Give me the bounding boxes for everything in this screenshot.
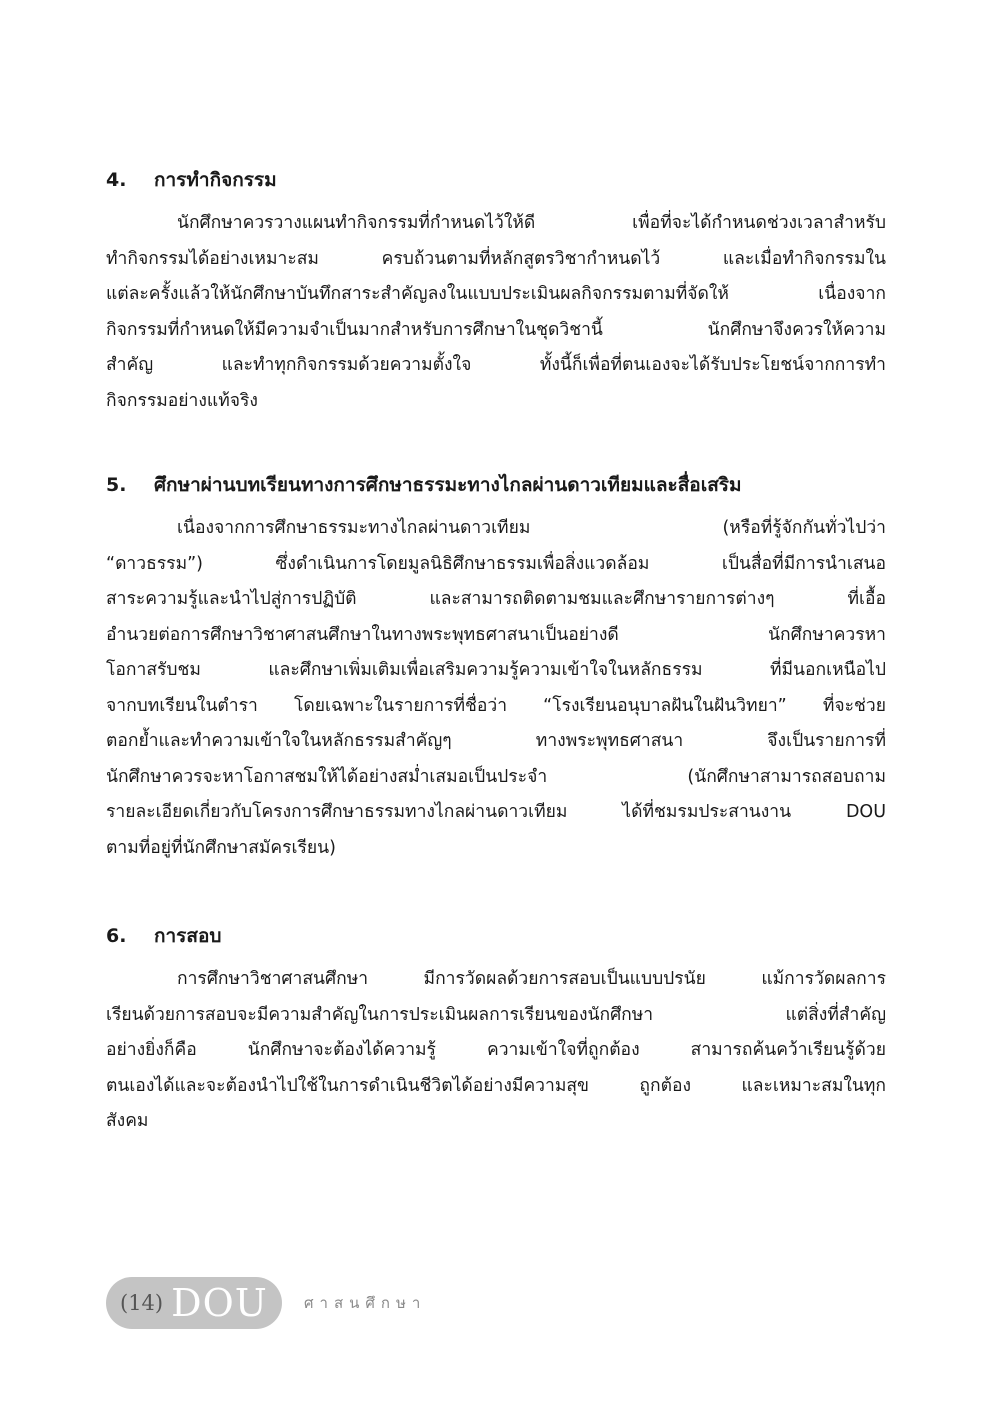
paragraph-line: แต่ละครั้งแล้วให้นักศึกษาบันทึกสาระสำคัญลงในแบบประเมินผลกิจกรรมตามที่จัดให้ เนื่องจาก [106,284,886,304]
section-distance-learning [106,473,886,866]
footer-badge [106,1277,282,1329]
brand-logo: DOU [171,1281,268,1325]
paragraph-line: นักศึกษาควรจะหาโอกาสชมให้ได้อย่างสม่ำเสมอเป็นประจำ (นักศึกษาสามารถสอบถาม [106,766,886,787]
section-paragraph [106,962,886,1140]
section-activities [106,168,886,419]
page-number: (14) [120,1291,164,1315]
paragraph-line: ตอกย้ำและทำความเข้าใจในหลักธรรมสำคัญๆ ทางพระพุทธศาสนา จึงเป็นรายการที่ [106,731,886,751]
paragraph-line: กิจกรรมอย่างแท้จริง [106,390,258,411]
paragraph-line: ตนเองได้และจะต้องนำไปใช้ในการดำเนินชีวิตได้อย่างมีความสุข ถูกต้อง และเหมาะสมในทุก [106,1075,886,1096]
section-title: การทำกิจกรรม [154,169,277,191]
paragraph-line: สำคัญ และทำทุกกิจกรรมด้วยความตั้งใจ ทั้งนี้ก็เพื่อที่ตนเองจะได้รับประโยชน์จากการทำ [106,355,886,375]
section-heading [106,924,886,948]
paragraph-line: รายละเอียดเกี่ยวกับโครงการศึกษาธรรมทางไกลผ่านดาวเทียม ได้ที่ชมรมประสานงาน DOU [106,802,886,822]
paragraph-line: สังคม [106,1111,149,1131]
section-title: ศึกษาผ่านบทเรียนทางการศึกษาธรรมะทางไกลผ่านดาวเทียมและสื่อเสริม [154,474,742,496]
course-name: ศาสนศึกษา [304,1294,427,1312]
paragraph-line: ทำกิจกรรมได้อย่างเหมาะสม ครบถ้วนตามที่หลักสูตรวิชากำหนดไว้ และเมื่อทำกิจกรรมใน [106,248,886,269]
paragraph-line: การศึกษาวิชาศาสนศึกษา มีการวัดผลด้วยการสอบเป็นแบบปรนัย แม้การวัดผลการ [177,969,886,989]
paragraph-line: สาระความรู้และนำไปสู่การปฏิบัติ และสามารถติดตามชมและศึกษารายการต่างๆ ที่เอื้อ [106,589,886,609]
paragraph-line: นักศึกษาควรวางแผนทำกิจกรรมที่กำหนดไว้ให้ดี เพื่อที่จะได้กำหนดช่วงเวลาสำหรับ [177,213,886,233]
section-paragraph [106,206,886,419]
section-heading [106,168,886,192]
section-heading [106,473,886,497]
paragraph-line: “ดาวธรรม”) ซึ่งดำเนินการโดยมูลนิธิศึกษาธรรมเพื่อสิ่งแวดล้อม เป็นสื่อที่มีการนำเสนอ [106,553,886,574]
section-paragraph [106,511,886,866]
paragraph-line: เนื่องจากการศึกษาธรรมะทางไกลผ่านดาวเทียม (หรือที่รู้จักกันทั่วไปว่า [177,518,886,538]
page-footer [106,1277,426,1329]
section-number: 4. [106,169,127,191]
section-number: 5. [106,474,127,496]
paragraph-line: ตามที่อยู่ที่นักศึกษาสมัครเรียน) [106,837,336,858]
paragraph-line: จากบทเรียนในตำรา โดยเฉพาะในรายการที่ชื่อว่า “โรงเรียนอนุบาลฝันในฝันวิทยา” ที่จะช่วย [106,695,886,716]
paragraph-line: โอกาสรับชม และศึกษาเพิ่มเติมเพื่อเสริมความรู้ความเข้าใจในหลักธรรม ที่มีนอกเหนือไป [106,660,886,680]
paragraph-line: เรียนด้วยการสอบจะมีความสำคัญในการประเมินผลการเรียนของนักศึกษา แต่สิ่งที่สำคัญ [106,1004,886,1025]
paragraph-line: กิจกรรมที่กำหนดให้มีความจำเป็นมากสำหรับการศึกษาในชุดวิชานี้ นักศึกษาจึงควรให้ความ [106,319,886,340]
paragraph-line: อย่างยิ่งก็คือ นักศึกษาจะต้องได้ความรู้ ความเข้าใจที่ถูกต้อง สามารถค้นคว้าเรียนรู้ด้วย [106,1040,886,1060]
paragraph-line: อำนวยต่อการศึกษาวิชาศาสนศึกษาในทางพระพุทธศาสนาเป็นอย่างดี นักศึกษาควรหา [106,624,886,645]
section-number: 6. [106,925,127,947]
section-title: การสอบ [154,925,222,947]
section-examination [106,924,886,1140]
